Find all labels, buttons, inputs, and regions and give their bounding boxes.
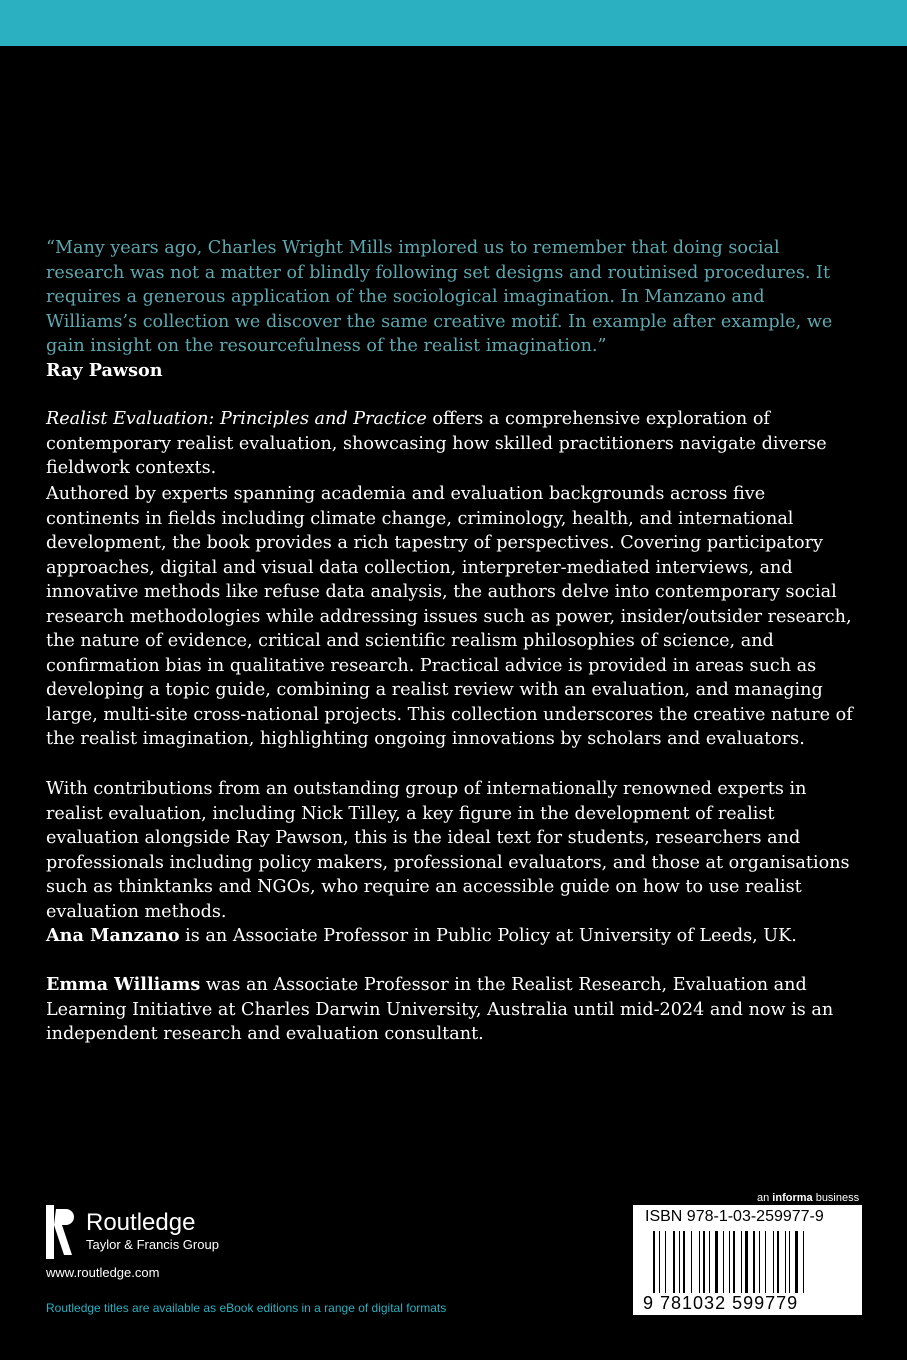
informa-tagline: [757, 1192, 859, 1204]
routledge-logo-icon: [46, 1205, 76, 1259]
contributors-paragraph: With contributions from an outstanding group of internationally renowned experts in realist evaluation, including Nick Tilley, a key figure in the development of realist evaluation alongside Ray Pawson, this is the ideal text for students, researchers and professionals including policy makers, professional evaluators, and those at organisations such as thinktanks and NGOs, who require an accessible guide on how to use realist evaluation methods.: [46, 779, 850, 922]
publisher-name: Routledge: [86, 1209, 196, 1236]
informa-prefix: an: [757, 1192, 773, 1204]
quote-author: Ray Pawson: [46, 359, 163, 381]
isbn-label: ISBN 978-1-03-259977-9: [645, 1208, 824, 1225]
author-bio: was an Associate Professor in the Realist Research, Evaluation and Learning Initiative at Charles Darwin University, Australia until mid-2024 and now is an independent research and evaluation consultant.: [46, 975, 834, 1044]
barcode-bars: [653, 1231, 853, 1293]
endorsement-quote: [46, 236, 861, 383]
ebook-note: Routledge titles are available as eBook editions in a range of digital formats: [46, 1301, 447, 1315]
author-bio: is an Associate Professor in Public Policy at University of Leeds, UK.: [179, 926, 797, 946]
publisher-group: Taylor & Francis Group: [86, 1237, 219, 1252]
description-paragraph: Authored by experts spanning academia and evaluation backgrounds across five continents in fields including climate change, criminology, health, and international development, the book provides a rich tapestry of perspectives. Covering participatory approaches, digital and visual data collection, interpreter-mediated interviews, and innovative methods like refuse data analysis, the authors delve into contemporary social research methodologies while addressing issues such as power, insider/outsider research, the nature of evidence, critical and scientific realism philosophies of science, and confirmation bias in qualitative research. Practical advice is provided in areas such as developing a topic guide, combining a realist review with an evaluation, and managing large, multi-site cross-national projects. This collection underscores the creative nature of the realist imagination, highlighting ongoing innovations by scholars and evaluators.: [46, 484, 853, 749]
isbn-barcode: [633, 1205, 862, 1315]
top-color-band: [0, 0, 907, 46]
author-bio-manzano: [46, 924, 861, 949]
publisher-website[interactable]: www.routledge.com: [46, 1265, 160, 1280]
author-name: Ana Manzano: [46, 925, 180, 946]
intro-paragraph: [46, 407, 861, 481]
author-bio-williams: [46, 973, 861, 1047]
publisher-logo: [46, 1205, 266, 1259]
informa-brand: informa: [772, 1192, 813, 1204]
intro-text: offers a comprehensive exploration of contemporary realist evaluation, showcasing how skilled practitioners navigate diverse fieldwork contexts.: [46, 409, 827, 478]
quote-text: “Many years ago, Charles Wright Mills implored us to remember that doing social research was not a matter of blindly following set designs and routinised procedures. It requires a generous application of the sociological imagination. In Manzano and Williams’s collection we discover the same creative motif. In example after example, we gain insight on the resourcefulness of the realist imagination.”: [46, 238, 833, 356]
book-title: Realist Evaluation: Principles and Practice: [46, 409, 427, 429]
barcode-digits: 9 781032 599779: [643, 1293, 799, 1313]
informa-suffix: business: [812, 1192, 860, 1204]
author-name: Emma Williams: [46, 974, 201, 995]
